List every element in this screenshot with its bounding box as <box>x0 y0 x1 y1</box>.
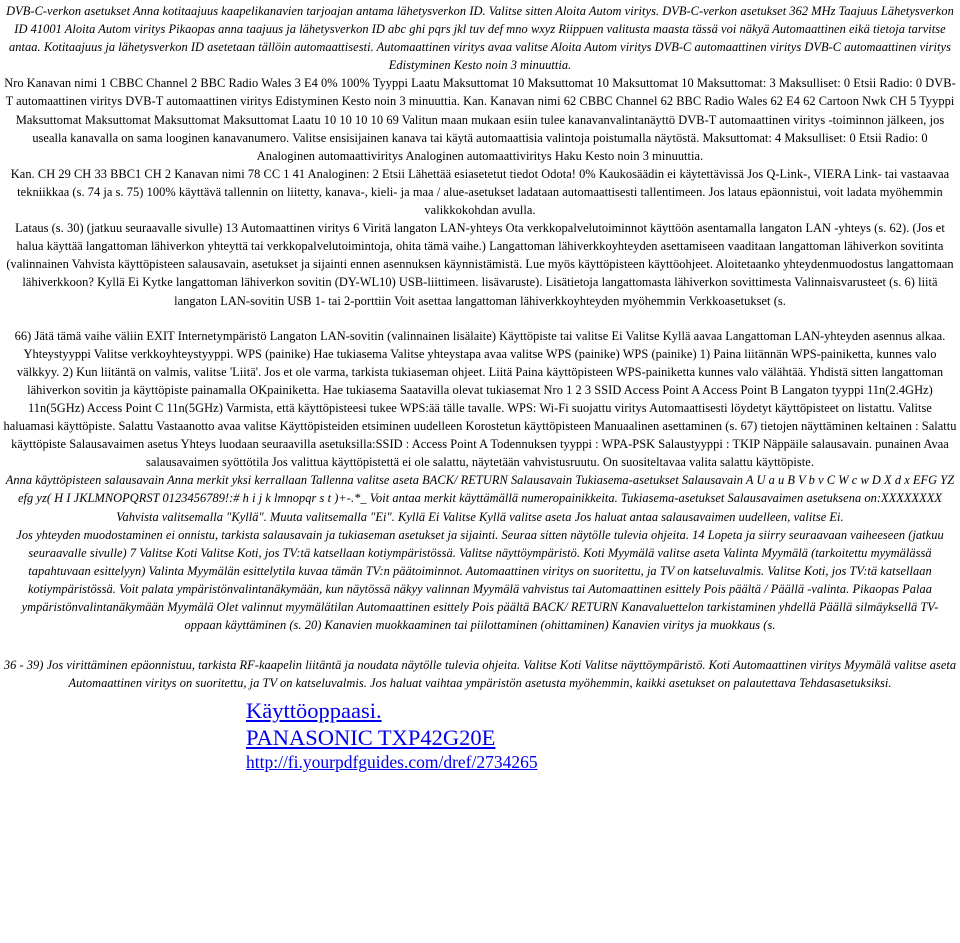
manual-link[interactable]: Käyttöoppaasi. <box>246 698 382 724</box>
paragraph-analog-channels: Kan. CH 29 CH 33 BBC1 CH 2 Kanavan nimi 78 CC 1 41 Analoginen: 2 Etsii Lähettää esiasetetut tiedot Odota! 0% Kaukosäädin ei käytettävissä Jos Q-Link-, VIERA Link- tai vastaavaa tekniikkaa (s. 74 ja s. 75) 100% käyttävä tallennin on liitetty, kanava-, kieli- ja maa / alue-asetukset ladataan automaattisesti tallentimeen. Jos lataus epäonnistui, voit ladata myöhemmin valikkokohdan avulla. <box>10 166 950 218</box>
paragraph-environment: Jos yhteyden muodostaminen ei onnistu, tarkista salausavain ja tukiaseman asetukset ja sijainti. Seuraa sitten näytölle tulevia ohjeita. 14 Lopeta ja siirry seuraavaan vaiheeseen (jatkuu seuraavalle sivulle) 7 Valitse Koti Valitse Koti, jos TV:tä katsellaan kotiympäristössä. Valitse näyttöympäristö. Koti Myymälä valitse aseta Valinta Myymälä (tarkoitettu myymälässä tapahtuvaan esittelyyn) Valinta Myymälän esittelytila kuvaa tämän TV:n päätoiminnot. Automaattinen viritys on suoritettu, ja TV on katseluvalmis. Valitse Koti, jos TV:tä katsellaan kotiympäristössä. Voit palata ympäristönvalintanäkymään, kun näytössä näkyy valinnan Myymälä vahvistus tai Automaattinen esittely Pois päältä / Päällä -valinta. Pikaopas Palaa ympäristönvalintanäkymään Myymälä Olet valinnut myymälätilan Automaattinen esittely Pois päältä BACK/ RETURN Kanavaluettelon tarkistaminen yhdellä Päällä silmäyksellä TV-oppaan käyttäminen (s. 20) Kanavien muokkaaminen tai piilottaminen (ohittaminen) Kanavien viritys ja muokkaus (s. <box>16 527 944 633</box>
paragraph-dvbt-channels: Nro Kanavan nimi 1 CBBC Channel 2 BBC Radio Wales 3 E4 0% 100% Tyyppi Laatu Maksuttomat 10 Maksuttomat 10 Maksuttomat 10 Maksuttomat: 3 Maksulliset: 0 Etsii Radio: 0 DVB-T automaattinen viritys DVB-T automaattinen viritys Edistyminen Kesto noin 3 minuuttia. Kan. Kanavan nimi 62 CBBC Channel 62 BBC Radio Wales 62 E4 62 Cartoon Nwk CH 5 Tyyppi Maksuttomat Maksuttomat Maksuttomat Maksuttomat Laatu 10 10 10 10 69 Valitun maan mukaan esiin tulee kanavanvalintanäyttö DVB-T automaattinen viritys -toiminnon jälkeen, jos usealla kanavalla on sama looginen kanavanumero. Valitse ensisijainen kanava tai käytä automaattisia valintoja poistumalla näytöstä. Maksuttomat: 4 Maksulliset: 0 Etsii Radio: 0 Analoginen automaattiviritys Analoginen automaattiviritys Haku Kesto noin 3 minuuttia. <box>4 76 956 163</box>
paragraph-wps-setup: 66) Jätä tämä vaihe väliin EXIT Internetympäristö Langaton LAN-sovitin (valinnainen lisälaite) Käyttöpiste tai valitse Ei Valitse Kyllä aavaa Langattoman LAN-yhteyden asennus alkaa. Yhteystyyppi Valitse verkkoyhteystyyppi. WPS (painike) Hae tukiasema Valitse yhteystapa avaa valitse WPS (painike) WPS (painike) 1) Paina liitännän WPS-painiketta, kunnes valo välkkyy. 2) Kun liitäntä on valmis, valitse 'Liitä'. Jos et ole varma, tarkista tukiaseman ohjeet. Liitä Paina käyttöpisteen WPS-painiketta kunnes valo välähtää. Yhdistä sitten langattoman lähiverkon sovitin ja käyttöpiste painamalla OKpainiketta. Hae tukiasema Saatavilla olevat tukiasemat Nro 1 2 3 SSID Access Point A Access Point B Langaton tyyppi 11n(2.4GHz) 11n(5GHz) Access Point C 11n(5GHz) Varmista, että käyttöpisteesi tukee WPS:ää tälle tavalle. WPS: Wi-Fi suojattu viritys Automaattisesti löydetyt käyttöpisteet on listattu. Valitse haluamasi käyttöpiste. Salattu Vastaanotto avaa valitse Käyttöpisteiden etsiminen uudelleen Korostetun käyttöpisteen Manuaalinen asettaminen (s. 67) tietojen näyttäminen keltainen : Salattu käyttöpiste Salausavaimen asetus Yhteys luodaan seuraavilla asetuksilla:SSID : Access Point A Todennuksen tyyppi : WPA-PSK Salaustyyppi : TKIP Näppäile salausavain. punainen Avaa salausavaimen syöttötila Jos valittua käyttöpistettä ei ole salattu, näytetään vahvistusruutu. On suositeltavaa valita salattu käyttöpiste. <box>3 328 957 470</box>
guide-links <box>246 698 957 773</box>
paragraph-wireless-lan: Lataus (s. 30) (jatkuu seuraavalle sivulle) 13 Automaattinen viritys 6 Viritä langaton LAN-yhteys Ota verkkopalvelutoiminnot käyttöön asentamalla langaton LAN -yhteys (s. 62). (Jos et halua käyttää langattoman lähiverkon yhteyttä tai verkkopalvelutoimintoja, ohita tämä vaihe.) Langattoman lähiverkkoyhteyden asettamiseen vaaditaan langattoman lähiverkon sovitinta (valinnainen Vahvista käyttöpisteen salausavain, asetukset ja sijainti ennen asennuksen käynnistämistä. Lue myös käyttöpisteen käyttöohjeet. Aloitetaanko yhteydenmuodostus langattomaan lähiverkkoon? Kyllä Ei Kytke langattoman lähiverkon sovitin (DY-WL10) USB-liittimeen. lisävaruste). Lisätietoja langattomasta lähiverkon sovittimesta Valinnaisvarusteet (s. 6) liitä langaton LAN-sovitin USB 1- tai 2-porttiin Voit asettaa langattoman lähiverkkoyhteyden myöhemmin Verkkoasetukset (s. <box>6 221 954 308</box>
paragraph-encryption-key: Anna käyttöpisteen salausavain Anna merkit yksi kerrallaan Tallenna valitse aseta BACK/ RETURN Salausavain Tukiasema-asetukset Salausavain A U a u B V b v C W c w D X d x EFG YZ efg yz( H I JKLMNOPQRST 0123456789!:# h i j k lmnopqr s t )+-.*_ Voit antaa merkit käyttämällä numeropainikkeita. Tukiasema-asetukset Salausavaimen asetuksena on:XXXXXXXX Vahvista valitsemalla "Kyllä". Muuta valitsemalla "Ei". Kyllä Ei Valitse Kyllä valitse aseta Jos haluat antaa salausavaimen uudelleen, valitse Ei. <box>5 473 955 524</box>
paragraph-spacer <box>3 310 957 327</box>
paragraph-dvbc-setup: DVB-C-verkon asetukset Anna kotitaajuus kaapelikanavien tarjoajan antama lähetysverkon ID. Valitse sitten Aloita Autom viritys. DVB-C-verkon asetukset 362 MHz Taajuus Lähetysverkon ID 41001 Aloita Autom viritys Pikaopas anna taajuus ja lähetysverkon ID abc ghi pqrs jkl tuv def mno wxyz Riippuen valitusta maasta tässä voi näkyä Automaattinen eikä tietoja tarvitse antaa. Kotitaajuus ja lähetysverkon ID asetetaan tällöin automaattisesti. Automaattinen viritys avaa valitse Aloita Autom viritys DVB-C automaattinen viritys DVB-C automaattinen viritys Edistyminen Kesto noin 3 minuuttia. <box>6 4 954 73</box>
paragraph-tuning-fail: 36 - 39) Jos virittäminen epäonnistuu, tarkista RF-kaapelin liitäntä ja noudata näytölle tulevia ohjeita. Valitse Koti Valitse näyttöympäristö. Koti Automaattinen viritys Myymälä valitse aseta Automaattinen viritys on suoritettu, ja TV on katseluvalmis. Jos haluat vaihtaa ympäristön asetusta myöhemmin, kaikki asetukset on palautettava Tehdasasetuksiksi. <box>3 658 957 691</box>
model-link[interactable]: PANASONIC TXP42G20E <box>246 725 496 751</box>
url-link[interactable]: http://fi.yourpdfguides.com/dref/2734265 <box>246 752 538 773</box>
paragraph-spacer <box>3 634 957 656</box>
